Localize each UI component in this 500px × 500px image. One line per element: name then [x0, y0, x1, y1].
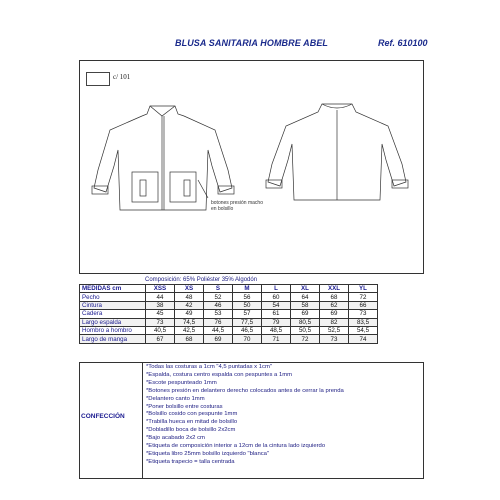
- table-cell: 72: [291, 335, 320, 343]
- header-cell: M: [233, 285, 262, 293]
- table-cell: 48,5: [262, 326, 291, 334]
- table-row: [80, 301, 378, 309]
- table-cell: 70: [233, 335, 262, 343]
- table-cell: 73: [320, 335, 349, 343]
- table-cell: 60: [262, 293, 291, 301]
- row-label: Largo espalda: [80, 318, 146, 326]
- header-cell: XXL: [320, 285, 349, 293]
- color-swatch: [86, 72, 110, 86]
- confeccion-divider: [142, 362, 143, 479]
- table-cell: 77,5: [233, 318, 262, 326]
- table-cell: 44: [146, 293, 175, 301]
- table-cell: 62: [320, 301, 349, 309]
- fabric-composition: Composición: 65% Poliéster 35% Algodón: [145, 277, 258, 283]
- table-cell: 69: [204, 335, 233, 343]
- header-cell: XS: [175, 285, 204, 293]
- table-cell: 42: [175, 301, 204, 309]
- table-row: [80, 335, 378, 343]
- size-table: [79, 284, 378, 344]
- table-cell: 73: [146, 318, 175, 326]
- table-cell: 54: [262, 301, 291, 309]
- row-label: Hombro a hombro: [80, 326, 146, 334]
- header-cell: L: [262, 285, 291, 293]
- table-cell: 83,5: [349, 318, 378, 326]
- table-cell: 46,5: [233, 326, 262, 334]
- list-item: *Todas las costuras a 1cm "4,5 puntadas x 1cm": [146, 364, 272, 370]
- table-cell: 50: [233, 301, 262, 309]
- table-cell: 49: [175, 310, 204, 318]
- table-cell: 57: [233, 310, 262, 318]
- table-row: [80, 326, 378, 334]
- list-item: *Delantero canto 1mm: [146, 395, 205, 402]
- table-cell: 74: [349, 335, 378, 343]
- table-cell: 52,5: [320, 326, 349, 334]
- table-cell: 69: [320, 310, 349, 318]
- row-label: Cadera: [80, 310, 146, 318]
- table-row: [80, 293, 378, 301]
- table-cell: 42,5: [175, 326, 204, 334]
- table-cell: 80,5: [291, 318, 320, 326]
- list-item: *Trabilla hueca en mitad de bolsillo: [146, 419, 238, 426]
- table-cell: 52: [204, 293, 233, 301]
- table-cell: 50,5: [291, 326, 320, 334]
- list-item: *Espalda, costura centro espalda con pespuntes a 1mm: [146, 371, 293, 378]
- table-row: [80, 318, 378, 326]
- table-cell: 73: [349, 310, 378, 318]
- list-item: *Poner bolsillo entre costuras: [146, 403, 223, 410]
- back-view-sketch: [260, 100, 420, 205]
- list-item: *Etiqueta libro 25mm bolsillo izquierdo "blanca": [146, 450, 270, 457]
- table-cell: 46: [204, 301, 233, 309]
- row-label: Cintura: [80, 301, 146, 309]
- confeccion-list: [146, 364, 344, 467]
- table-cell: 67: [146, 335, 175, 343]
- table-cell: 53: [204, 310, 233, 318]
- color-code: c/ 101: [113, 73, 131, 81]
- confeccion-label: CONFECCIÓN: [81, 413, 125, 420]
- list-item: *Escote pespunteado 1mm: [146, 379, 217, 386]
- table-cell: 71: [262, 335, 291, 343]
- table-cell: 58: [291, 301, 320, 309]
- table-cell: 48: [175, 293, 204, 301]
- header-cell: MEDIDAS cm: [80, 285, 146, 293]
- header-cell: XL: [291, 285, 320, 293]
- table-cell: 68: [320, 293, 349, 301]
- annotation-note: [211, 200, 271, 212]
- table-cell: 74,5: [175, 318, 204, 326]
- table-cell: 56: [233, 293, 262, 301]
- table-cell: 44,5: [204, 326, 233, 334]
- row-label: Largo de manga: [80, 335, 146, 343]
- list-item: *Bolsillo cosido con pespunte 1mm: [146, 411, 238, 418]
- header-cell: XSS: [146, 285, 175, 293]
- table-cell: 38: [146, 301, 175, 309]
- table-cell: 69: [291, 310, 320, 318]
- document-title: BLUSA SANITARIA HOMBRE ABEL: [175, 38, 329, 48]
- table-cell: 68: [175, 335, 204, 343]
- reference-number: Ref. 610100: [378, 38, 428, 48]
- header-cell: S: [204, 285, 233, 293]
- table-cell: 82: [320, 318, 349, 326]
- table-row: [80, 310, 378, 318]
- table-cell: 72: [349, 293, 378, 301]
- list-item: *Etiqueta de composición interior a 12cm de la cintura lado izquierdo: [146, 443, 326, 450]
- list-item: *Etiqueta trapecio = talla centrada: [146, 458, 235, 465]
- table-cell: 61: [262, 310, 291, 318]
- table-cell: 76: [204, 318, 233, 326]
- annotation-line-2: en bolsillo: [211, 206, 234, 212]
- row-label: Pecho: [80, 293, 146, 301]
- table-cell: 79: [262, 318, 291, 326]
- annotation-line-1: botones presión macho: [211, 200, 263, 206]
- table-cell: 66: [349, 301, 378, 309]
- size-table-header: [80, 285, 378, 293]
- list-item: *Botones presión en delantero derecho colocados antes de cerrar la prenda: [146, 387, 344, 394]
- table-cell: 64: [291, 293, 320, 301]
- list-item: *Dobladillo boca de bolsillo 2x2cm: [146, 427, 236, 434]
- header-cell: YL: [349, 285, 378, 293]
- table-cell: 54,5: [349, 326, 378, 334]
- table-cell: 45: [146, 310, 175, 318]
- list-item: *Bajo acabado 2x2 cm: [146, 435, 205, 442]
- table-cell: 40,5: [146, 326, 175, 334]
